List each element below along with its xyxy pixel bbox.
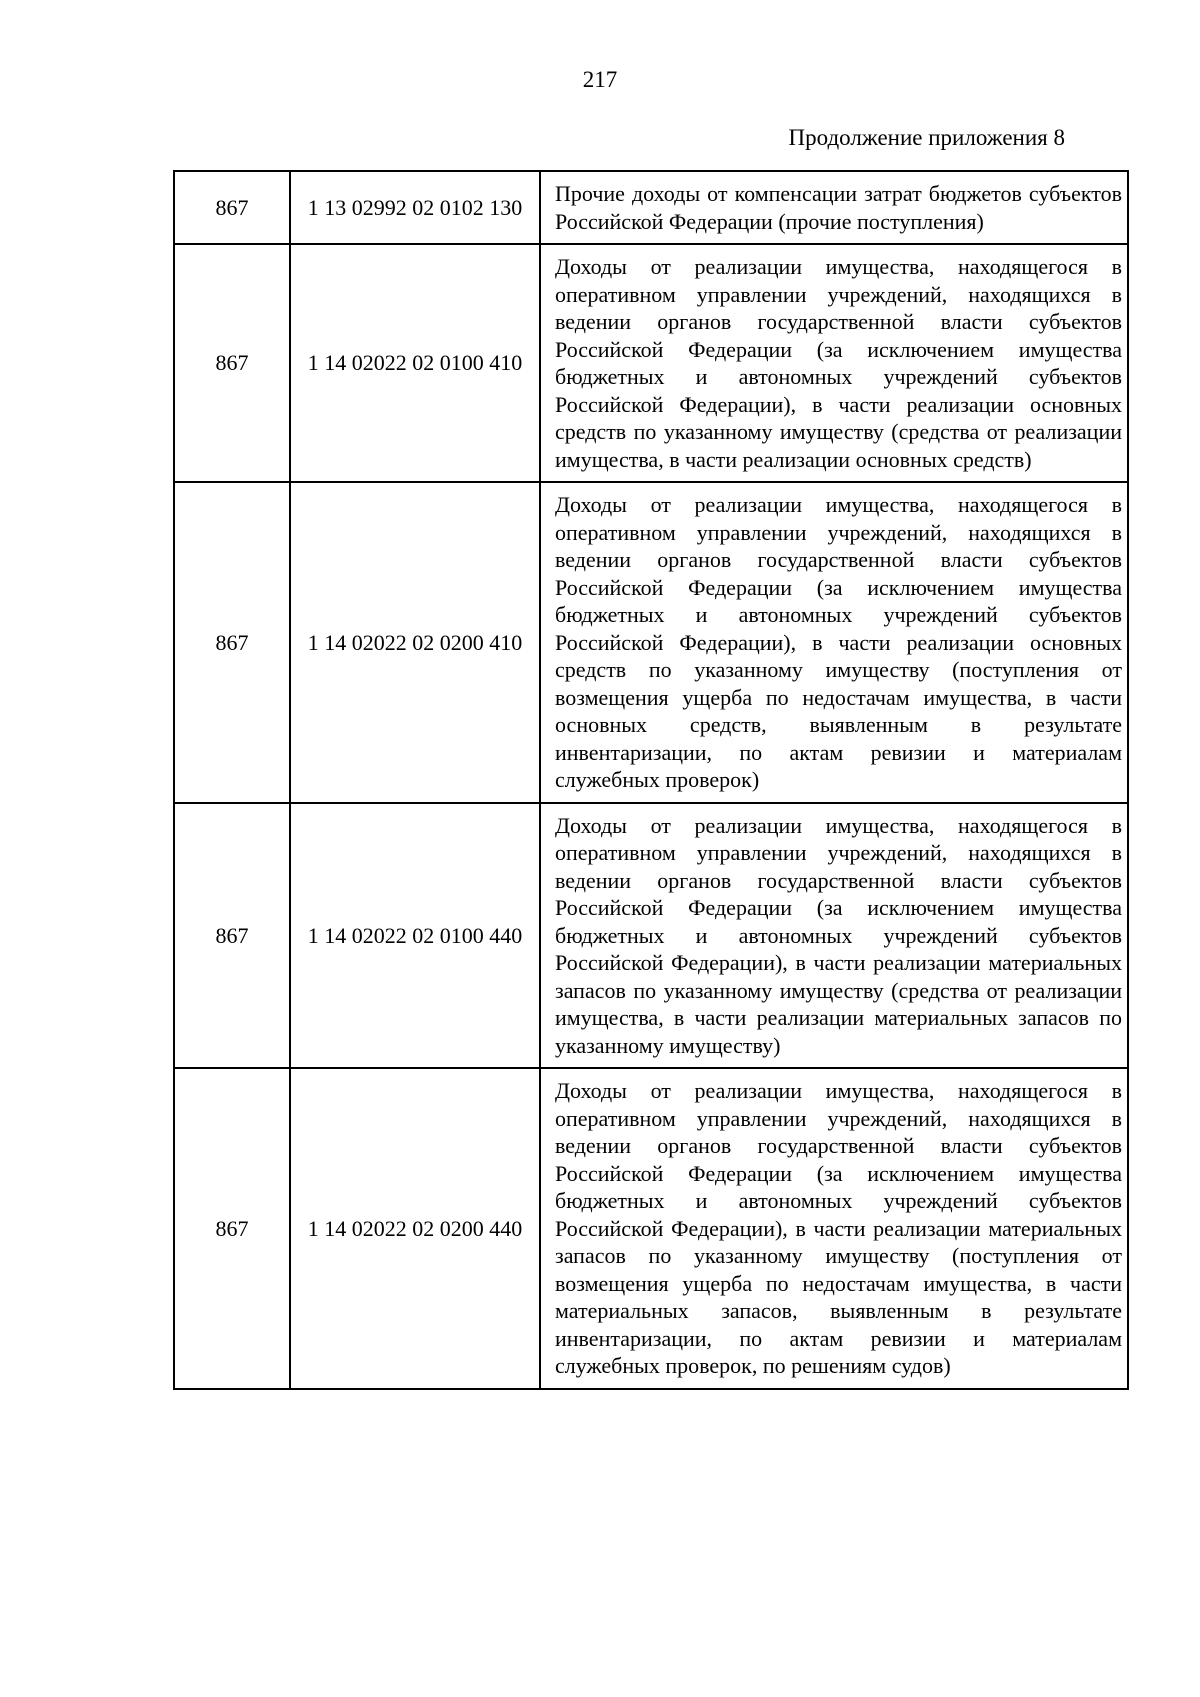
admin-code-cell: 867: [174, 171, 290, 244]
budget-classification-code-cell: 1 14 02022 02 0200 410: [290, 482, 540, 803]
income-description-cell: Доходы от реализации имущества, находящегося в оперативном управлении учреждений, находящихся в ведении органов государственной власти субъектов Российской Федерации (за исключением имущества бюджетных и автономных учреждений субъектов Российской Федерации), в части реализации основных средств по указанному имуществу (поступления от возмещения ущерба по недостачам имущества, в части основных средств, выявленным в результате инвентаризации, по актам ревизии и материалам служебных проверок): [540, 482, 1128, 803]
page-number: 217: [582, 67, 618, 92]
budget-classification-code-cell: 1 14 02022 02 0200 440: [290, 1068, 540, 1389]
income-codes-table: [173, 170, 1129, 1390]
table-row: [174, 1068, 1128, 1389]
table-row: [174, 171, 1128, 244]
budget-classification-code-cell: 1 14 02022 02 0100 440: [290, 803, 540, 1069]
admin-code-cell: 867: [174, 1068, 290, 1389]
income-description-cell: Доходы от реализации имущества, находящегося в оперативном управлении учреждений, находящихся в ведении органов государственной власти субъектов Российской Федерации (за исключением имущества бюджетных и автономных учреждений субъектов Российской Федерации), в части реализации материальных запасов по указанному имуществу (поступления от возмещения ущерба по недостачам имущества, в части материальных запасов, выявленным в результате инвентаризации, по актам ревизии и материалам служебных проверок, по решениям судов): [540, 1068, 1128, 1389]
income-description-cell: Прочие доходы от компенсации затрат бюджетов субъектов Российской Федерации (прочие поступления): [540, 171, 1128, 244]
budget-classification-code-cell: 1 14 02022 02 0100 410: [290, 244, 540, 482]
admin-code-cell: 867: [174, 803, 290, 1069]
income-description-cell: Доходы от реализации имущества, находящегося в оперативном управлении учреждений, находящихся в ведении органов государственной власти субъектов Российской Федерации (за исключением имущества бюджетных и автономных учреждений субъектов Российской Федерации), в части реализации основных средств по указанному имуществу (средства от реализации имущества, в части реализации основных средств): [540, 244, 1128, 482]
appendix-continuation-label: Продолжение приложения 8: [788, 125, 1065, 150]
table-row: [174, 482, 1128, 803]
table-row: [174, 803, 1128, 1069]
admin-code-cell: 867: [174, 482, 290, 803]
table-row: [174, 244, 1128, 482]
income-description-cell: Доходы от реализации имущества, находящегося в оперативном управлении учреждений, находящихся в ведении органов государственной власти субъектов Российской Федерации (за исключением имущества бюджетных и автономных учреждений субъектов Российской Федерации), в части реализации материальных запасов по указанному имуществу (средства от реализации имущества, в части реализации материальных запасов по указанному имуществу): [540, 803, 1128, 1069]
admin-code-cell: 867: [174, 244, 290, 482]
budget-classification-code-cell: 1 13 02992 02 0102 130: [290, 171, 540, 244]
